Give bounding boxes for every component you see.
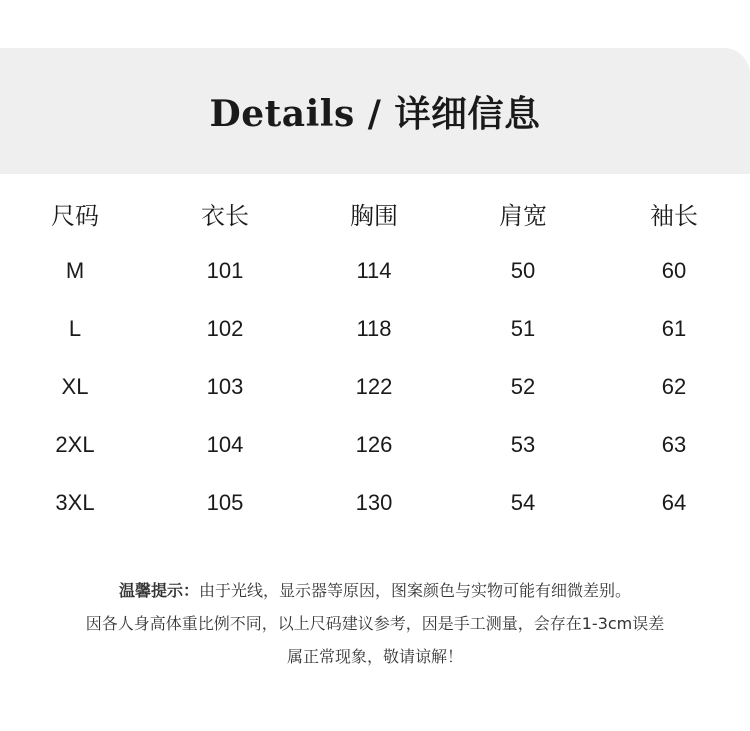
table-cell: M	[65, 258, 85, 283]
table-cell: 60	[661, 258, 687, 283]
table-cell: 2XL	[55, 432, 95, 457]
notice-line-2: 因各人身高体重比例不同，以上尺码建议参考，因是手工测量，会存在1-3cm误差	[85, 614, 665, 633]
table-cell: 105	[206, 490, 244, 515]
table-cell: 64	[661, 490, 687, 515]
header-chest: 胸围	[350, 202, 398, 230]
table-row	[0, 474, 750, 532]
header-sleeve: 袖长	[650, 202, 698, 230]
table-cell: 122	[355, 374, 393, 399]
table-row	[0, 242, 750, 300]
table-cell: 102	[206, 316, 244, 341]
table-cell: 114	[356, 258, 392, 283]
header-shoulder: 肩宽	[499, 202, 547, 230]
notice-text-1: 由于光线，显示器等原因，图案颜色与实物可能有细微差别。	[199, 581, 632, 600]
table-cell: 62	[661, 374, 687, 399]
table-row	[0, 300, 750, 358]
table-cell: 103	[206, 374, 244, 399]
table-cell: 3XL	[55, 490, 95, 515]
table-row	[0, 416, 750, 474]
table-cell: 126	[355, 432, 393, 457]
size-table	[0, 184, 750, 532]
notice-label: 温馨提示：	[118, 581, 199, 600]
notice-line-1	[0, 578, 750, 601]
table-cell: 53	[510, 432, 536, 457]
table-cell: 54	[510, 490, 536, 515]
header-length: 衣长	[201, 202, 249, 230]
table-cell: 118	[356, 316, 392, 341]
table-header-row	[0, 184, 750, 242]
page-title: Details / 详细信息	[209, 92, 541, 135]
table-cell: XL	[61, 374, 89, 399]
header-size: 尺码	[51, 202, 99, 230]
table-cell: 101	[206, 258, 244, 283]
table-cell: 63	[661, 432, 687, 457]
table-cell: 104	[206, 432, 244, 457]
table-cell: 50	[510, 258, 536, 283]
table-cell: L	[68, 316, 82, 341]
table-row	[0, 358, 750, 416]
table-cell: 52	[510, 374, 536, 399]
table-cell: 51	[510, 316, 536, 341]
table-cell: 61	[661, 316, 687, 341]
table-cell: 130	[355, 490, 393, 515]
notice-line-3: 属正常现象，敬请谅解！	[286, 647, 463, 666]
